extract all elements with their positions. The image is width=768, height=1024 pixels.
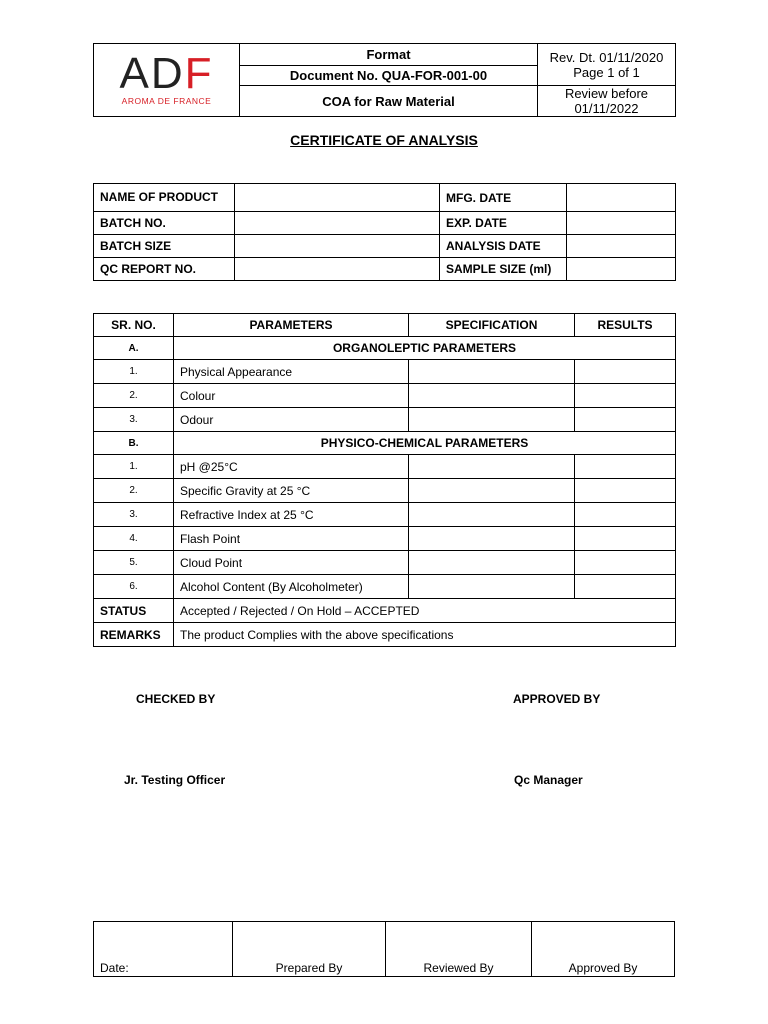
analysis-date-label: ANALYSIS DATE xyxy=(440,235,567,258)
column-header: SR. NO. xyxy=(94,314,174,337)
remarks-label: REMARKS xyxy=(94,623,174,647)
result-cell[interactable] xyxy=(575,527,676,551)
batch-size-label: BATCH SIZE xyxy=(94,235,235,258)
status-row xyxy=(94,599,676,623)
specification-cell[interactable] xyxy=(409,551,575,575)
checker-role: Jr. Testing Officer xyxy=(124,773,226,787)
revision-info xyxy=(538,44,676,86)
column-header: PARAMETERS xyxy=(174,314,409,337)
document-name: COA for Raw Material xyxy=(240,86,538,117)
specification-cell[interactable] xyxy=(409,527,575,551)
parameter-name: Flash Point xyxy=(174,527,409,551)
name-of-product-value[interactable] xyxy=(235,184,440,212)
footer-prepared-by[interactable]: Prepared By xyxy=(233,922,386,977)
footer-reviewed-by[interactable]: Reviewed By xyxy=(386,922,532,977)
sample-size-value[interactable] xyxy=(567,258,676,281)
result-cell[interactable] xyxy=(575,384,676,408)
qc-report-no-value[interactable] xyxy=(235,258,440,281)
remarks-value[interactable]: The product Complies with the above specifications xyxy=(174,623,676,647)
specification-cell[interactable] xyxy=(409,503,575,527)
table-row xyxy=(94,408,676,432)
parameter-name: Cloud Point xyxy=(174,551,409,575)
footer-approved-by[interactable]: Approved By xyxy=(532,922,675,977)
table-header-row xyxy=(94,314,676,337)
table-row xyxy=(94,551,676,575)
page-title: CERTIFICATE OF ANALYSIS xyxy=(290,132,478,148)
result-cell[interactable] xyxy=(575,503,676,527)
name-of-product-label: NAME OF PRODUCT xyxy=(94,184,235,212)
section-row xyxy=(94,337,676,360)
specification-cell[interactable] xyxy=(409,479,575,503)
result-cell[interactable] xyxy=(575,408,676,432)
batch-no-label: BATCH NO. xyxy=(94,212,235,235)
analysis-date-value[interactable] xyxy=(567,235,676,258)
status-label: STATUS xyxy=(94,599,174,623)
table-row xyxy=(94,384,676,408)
logo-tagline: AROMA DE FRANCE xyxy=(121,96,212,106)
section-code: B. xyxy=(94,432,174,455)
specification-cell[interactable] xyxy=(409,575,575,599)
company-logo xyxy=(94,44,240,117)
table-row xyxy=(94,455,676,479)
logo-mark: ADF xyxy=(119,49,214,98)
status-value[interactable]: Accepted / Rejected / On Hold – ACCEPTED xyxy=(174,599,676,623)
remarks-row xyxy=(94,623,676,647)
exp-date-value[interactable] xyxy=(567,212,676,235)
specification-cell[interactable] xyxy=(409,360,575,384)
table-row xyxy=(94,360,676,384)
document-number: Document No. QUA-FOR-001-00 xyxy=(240,66,538,86)
table-row xyxy=(94,479,676,503)
signoff-footer xyxy=(93,921,675,977)
parameter-name: Specific Gravity at 25 °C xyxy=(174,479,409,503)
parameters-table xyxy=(93,313,676,647)
table-row xyxy=(94,527,676,551)
exp-date-label: EXP. DATE xyxy=(440,212,567,235)
table-row xyxy=(94,503,676,527)
batch-size-value[interactable] xyxy=(235,235,440,258)
result-cell[interactable] xyxy=(575,455,676,479)
result-cell[interactable] xyxy=(575,575,676,599)
revision-date: Rev. Dt. 01/11/2020 xyxy=(549,49,664,65)
table-row xyxy=(94,575,676,599)
section-row xyxy=(94,432,676,455)
review-date: 01/11/2022 xyxy=(574,101,639,116)
parameter-name: Refractive Index at 25 °C xyxy=(174,503,409,527)
section-title: PHYSICO-CHEMICAL PARAMETERS xyxy=(174,432,676,455)
row-number: 1. xyxy=(94,455,174,479)
mfg-date-value[interactable] xyxy=(567,184,676,212)
row-number: 2. xyxy=(94,384,174,408)
parameter-name: Alcohol Content (By Alcoholmeter) xyxy=(174,575,409,599)
document-header xyxy=(93,43,676,117)
page-number: Page 1 of 1 xyxy=(573,64,640,80)
row-number: 5. xyxy=(94,551,174,575)
review-before-label: Review before xyxy=(564,86,649,101)
approver-role: Qc Manager xyxy=(514,773,583,787)
row-number: 3. xyxy=(94,408,174,432)
parameter-name: Odour xyxy=(174,408,409,432)
section-title: ORGANOLEPTIC PARAMETERS xyxy=(174,337,676,360)
result-cell[interactable] xyxy=(575,551,676,575)
format-label: Format xyxy=(240,44,538,66)
batch-no-value[interactable] xyxy=(235,212,440,235)
column-header: RESULTS xyxy=(575,314,676,337)
checked-by-label: CHECKED BY xyxy=(136,692,216,706)
row-number: 1. xyxy=(94,360,174,384)
footer-date[interactable]: Date: xyxy=(94,922,233,977)
section-code: A. xyxy=(94,337,174,360)
parameter-name: Colour xyxy=(174,384,409,408)
mfg-date-label: MFG. DATE xyxy=(440,184,567,212)
parameter-name: pH @25°C xyxy=(174,455,409,479)
specification-cell[interactable] xyxy=(409,455,575,479)
row-number: 2. xyxy=(94,479,174,503)
approved-by-label: APPROVED BY xyxy=(513,692,601,706)
row-number: 6. xyxy=(94,575,174,599)
result-cell[interactable] xyxy=(575,360,676,384)
row-number: 4. xyxy=(94,527,174,551)
qc-report-no-label: QC REPORT NO. xyxy=(94,258,235,281)
result-cell[interactable] xyxy=(575,479,676,503)
specification-cell[interactable] xyxy=(409,384,575,408)
review-info xyxy=(538,86,676,117)
specification-cell[interactable] xyxy=(409,408,575,432)
parameter-name: Physical Appearance xyxy=(174,360,409,384)
product-info-table xyxy=(93,183,676,281)
column-header: SPECIFICATION xyxy=(409,314,575,337)
sample-size-label: SAMPLE SIZE (ml) xyxy=(440,258,567,281)
row-number: 3. xyxy=(94,503,174,527)
